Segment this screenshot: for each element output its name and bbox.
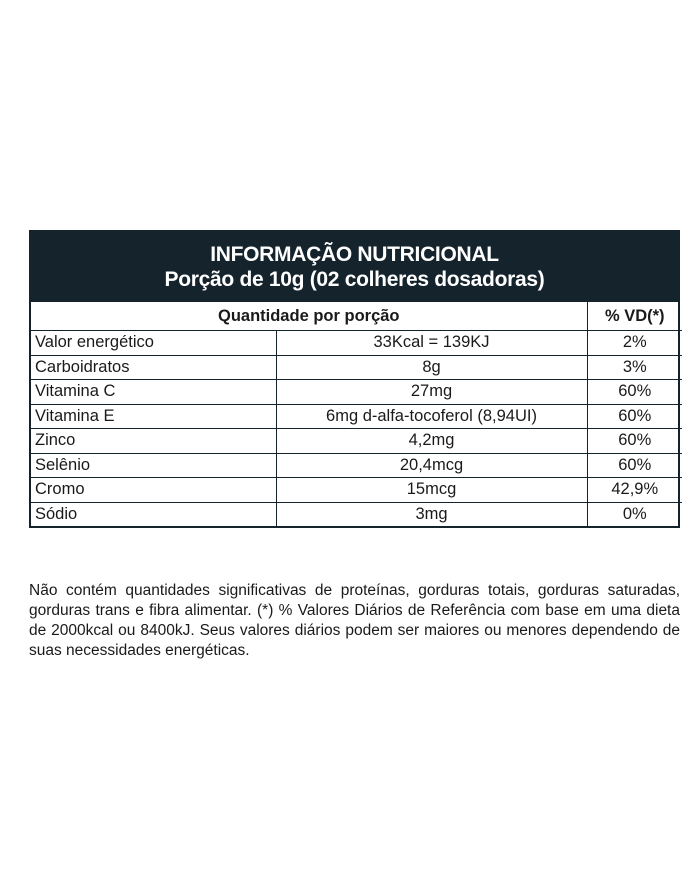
nutrient-quantity: 20,4mcg xyxy=(276,453,587,478)
nutrient-vd: 60% xyxy=(587,453,682,478)
nutrient-name: Valor energético xyxy=(31,331,276,356)
table-row xyxy=(31,429,682,454)
nutrient-name: Selênio xyxy=(31,453,276,478)
table-row xyxy=(31,478,682,503)
nutrient-name: Vitamina E xyxy=(31,404,276,429)
nutrient-vd: 0% xyxy=(587,502,682,526)
nutrient-vd: 60% xyxy=(587,380,682,405)
nutrient-vd: 60% xyxy=(587,404,682,429)
nutrient-vd: 2% xyxy=(587,331,682,356)
footnote: Não contém quantidades significativas de proteínas, gorduras totais, gorduras saturadas, gorduras trans e fibra alimentar. (*) % Valores Diários de Referência com base em uma dieta de 2000kcal ou 8400kJ. Seus valores diários podem ser maiores ou menores dependendo de suas necessidades energéticas. xyxy=(29,581,680,659)
nutrient-quantity: 8g xyxy=(276,355,587,380)
nutrient-quantity: 4,2mg xyxy=(276,429,587,454)
label-title: INFORMAÇÃO NUTRICIONAL xyxy=(210,243,499,266)
nutrition-table xyxy=(31,302,682,526)
nutrient-quantity: 15mcg xyxy=(276,478,587,503)
nutrient-name: Carboidratos xyxy=(31,355,276,380)
table-row xyxy=(31,380,682,405)
table-row xyxy=(31,331,682,356)
table-row xyxy=(31,404,682,429)
nutrient-quantity: 6mg d-alfa-tocoferol (8,94UI) xyxy=(276,404,587,429)
label-header xyxy=(31,232,678,302)
table-row xyxy=(31,453,682,478)
nutrient-quantity: 3mg xyxy=(276,502,587,526)
table-row xyxy=(31,355,682,380)
nutrient-vd: 42,9% xyxy=(587,478,682,503)
vd-column-header: % VD(*) xyxy=(587,302,682,331)
table-header-row xyxy=(31,302,682,331)
nutrition-facts-label xyxy=(29,230,680,528)
nutrient-name: Cromo xyxy=(31,478,276,503)
nutrient-name: Sódio xyxy=(31,502,276,526)
nutrient-name: Vitamina C xyxy=(31,380,276,405)
nutrient-quantity: 27mg xyxy=(276,380,587,405)
nutrient-name: Zinco xyxy=(31,429,276,454)
nutrient-quantity: 33Kcal = 139KJ xyxy=(276,331,587,356)
quantity-column-header: Quantidade por porção xyxy=(31,302,587,331)
table-row xyxy=(31,502,682,526)
nutrient-vd: 3% xyxy=(587,355,682,380)
serving-size: Porção de 10g (02 colheres dosadoras) xyxy=(164,268,545,291)
nutrient-vd: 60% xyxy=(587,429,682,454)
